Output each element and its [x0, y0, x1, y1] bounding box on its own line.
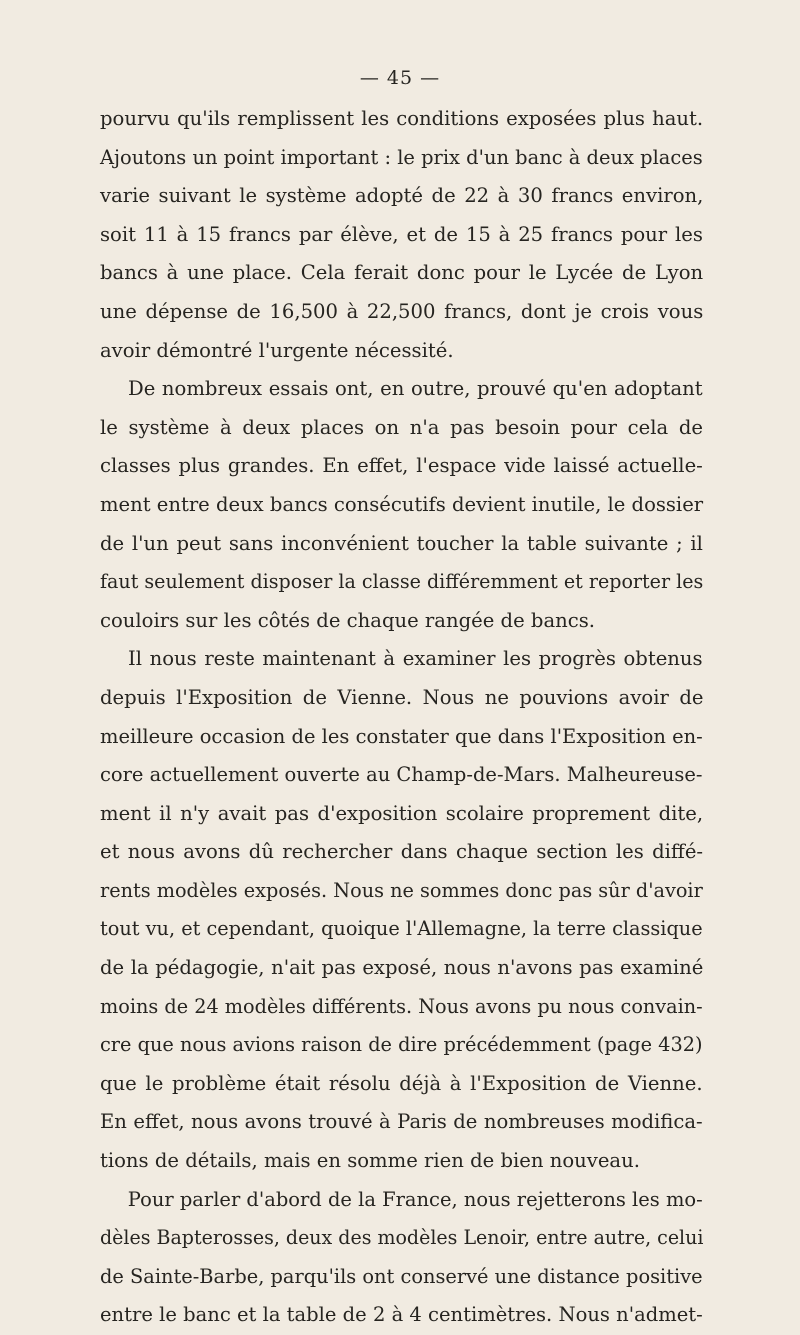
- paragraph-start-line: Il nous reste maintenant à examiner les progrès obtenus: [128, 647, 703, 671]
- text-line: tout vu, et cependant, quoique l'Allemagne, la terre classique: [100, 917, 703, 941]
- text-line: que le problème était résolu déjà à l'Exposition de Vienne.: [100, 1071, 703, 1095]
- page-number: — 45 —: [359, 67, 441, 89]
- text-line: couloirs sur les côtés de chaque rangée de bancs.: [100, 608, 596, 632]
- text-line: rents modèles exposés. Nous ne sommes donc pas sûr d'avoir: [100, 878, 703, 902]
- text-line: cre que nous avions raison de dire précédemment (page 432): [100, 1033, 703, 1057]
- text-line: de la pédagogie, n'ait pas exposé, nous n'avons pas examiné: [100, 956, 704, 980]
- text-line: tions de détails, mais en somme rien de bien nouveau.: [100, 1149, 640, 1173]
- text-line: de Sainte-Barbe, parqu'ils ont conservé une distance positive: [100, 1264, 703, 1288]
- text-line: En effet, nous avons trouvé à Paris de nombreuses modifica-: [100, 1110, 703, 1134]
- text-line: meilleure occasion de les constater que dans l'Exposition en-: [100, 724, 703, 748]
- text-line: une dépense de 16,500 à 22,500 francs, dont je crois vous: [100, 299, 704, 323]
- text-line: dèles Bapterosses, deux des modèles Lenoir, entre autre, celui: [100, 1226, 704, 1250]
- text-line: avoir démontré l'urgente nécessité.: [100, 338, 454, 362]
- text-line: varie suivant le système adopté de 22 à 30 francs environ,: [100, 184, 704, 208]
- text-line: moins de 24 modèles différents. Nous avons pu nous convain-: [100, 994, 703, 1018]
- body-text: [100, 100, 722, 1335]
- paragraph-start-line: Pour parler d'abord de la France, nous rejetterons les mo-: [127, 1187, 703, 1211]
- text-line: Ajoutons un point important : le prix d'un banc à deux places: [100, 145, 703, 169]
- text-line: classes plus grandes. En effet, l'espace vide laissé actuelle-: [100, 454, 703, 478]
- text-line: faut seulement disposer la classe différemment et reporter les: [100, 570, 704, 594]
- text-line: bancs à une place. Cela ferait donc pour le Lycée de Lyon: [100, 261, 704, 285]
- text-line: core actuellement ouverte au Champ-de-Mars. Malheureuse-: [100, 763, 703, 787]
- text-line: entre le banc et la table de 2 à 4 centimètres. Nous n'admet-: [100, 1303, 703, 1327]
- text-line: soit 11 à 15 francs par élève, et de 15 à 25 francs pour les: [100, 222, 703, 246]
- text-line: ment il n'y avait pas d'exposition scolaire proprement dite,: [100, 801, 704, 825]
- text-line: pourvu qu'ils remplissent les conditions exposées plus haut.: [100, 107, 704, 130]
- text-line: le système à deux places on n'a pas besoin pour cela de: [100, 415, 703, 439]
- paragraph-start-line: De nombreux essais ont, en outre, prouvé qu'en adoptant: [128, 377, 703, 401]
- text-line: ment entre deux bancs consécutifs devient inutile, le dossier: [100, 492, 704, 516]
- text-line: de l'un peut sans inconvénient toucher la table suivante ; il: [100, 531, 703, 555]
- text-line: depuis l'Exposition de Vienne. Nous ne pouvions avoir de: [100, 685, 704, 709]
- text-line: et nous avons dû rechercher dans chaque section les diffé-: [100, 840, 704, 864]
